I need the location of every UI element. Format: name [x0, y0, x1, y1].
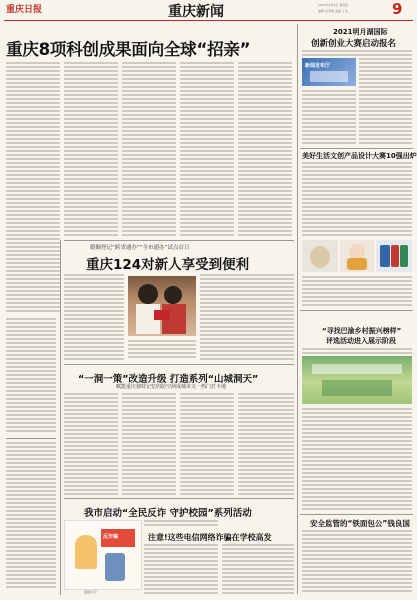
- culture-headline: 美好生活文创产品设计大赛10强出炉: [302, 152, 417, 160]
- culture-body-2: [302, 276, 412, 308]
- masthead-date: 2021年4月9日 星期五: [318, 3, 349, 7]
- people-tagline: 婚姻登记“跨省通办”“全市通办”试点首日: [90, 245, 190, 251]
- fraud-divider-top: [64, 498, 294, 499]
- safety-headline: 安全监管的“铁面包公”钱良国: [310, 519, 410, 528]
- transport-subhead: 赋能重庆独特记忆的防空洞成城市又一热门打卡地: [116, 384, 227, 390]
- right-divider-2: [300, 310, 413, 311]
- right-divider-1: [300, 148, 413, 149]
- right-divider-3: [300, 514, 413, 515]
- fraud-headline: 我市启动“全民反诈 守护校园”系列活动: [84, 508, 252, 519]
- page-number: 9: [392, 0, 403, 18]
- masthead-editor: 编辑 何雪峰 美编 丁龙: [318, 9, 348, 13]
- main-headline: 重庆8项科创成果面向全球“招亲”: [6, 40, 251, 59]
- cartoon-figure: [75, 535, 97, 569]
- culture-image-3: [376, 240, 412, 272]
- search-body-top: [302, 348, 412, 356]
- transport-body-3: [180, 393, 234, 497]
- ad-label: 新闻发布厅: [305, 63, 331, 69]
- ad-graphic: [310, 71, 348, 82]
- transport-body-1: [64, 393, 118, 497]
- cartoon-sign-text: 反诈骗: [103, 534, 119, 540]
- main-story-body-col2: [64, 62, 118, 237]
- side-top-body: [302, 50, 412, 58]
- search-headline: “寻找巴渝乡村振兴榜样”: [322, 327, 402, 335]
- masthead: [0, 0, 417, 20]
- fraud-body-2: [144, 544, 218, 596]
- search-body: [302, 408, 412, 512]
- fraud-body-3: [222, 544, 294, 596]
- people-divider-top: [64, 240, 294, 241]
- transport-divider-top: [64, 364, 294, 365]
- side-top-subhead: 创新创业大赛启动报名: [311, 39, 397, 49]
- fraud-subheadline: 注意!这些电信网络诈骗在学校高发: [148, 533, 272, 542]
- people-body-2: [200, 274, 294, 362]
- section-title: 重庆新闻: [168, 4, 224, 20]
- main-story-body-col5: [238, 62, 292, 237]
- couple-photo: [128, 276, 196, 336]
- people-body-1: [64, 274, 124, 362]
- column-divider: [297, 24, 298, 594]
- transport-body-4: [238, 393, 294, 497]
- cartoon-phone: [105, 553, 125, 581]
- cartoon-caption: 漫画/乔宇: [84, 590, 98, 594]
- side-top-body-right: [359, 58, 412, 146]
- main-story-body-col4: [180, 62, 234, 237]
- fraud-body-1: [144, 520, 218, 530]
- culture-body: [302, 162, 412, 238]
- masthead-rule: [4, 20, 413, 21]
- search-subhead: 评选活动进入展示阶段: [326, 337, 396, 345]
- transport-headline: “一洞一策”改造升级 打造系列“山城洞天”: [78, 374, 259, 385]
- left-column-story-1: [6, 318, 56, 436]
- people-body-3: [128, 340, 196, 362]
- side-top-headline: 2021明月湖国际: [333, 28, 388, 36]
- safety-body: [302, 530, 412, 596]
- main-story-body: [6, 62, 60, 314]
- left-column-story-2: [6, 442, 56, 592]
- search-image: [302, 356, 412, 404]
- anti-fraud-cartoon: [64, 520, 142, 590]
- left-col-divider: [60, 240, 61, 595]
- side-top-body-left: [302, 90, 356, 146]
- ad-banner: [302, 58, 356, 86]
- left-column-divider: [6, 438, 56, 439]
- main-story-body-col3: [122, 62, 176, 237]
- transport-body-2: [122, 393, 176, 497]
- culture-image-1: [302, 240, 338, 272]
- people-headline: 重庆124对新人享受到便利: [86, 257, 250, 273]
- culture-image-2: [340, 240, 374, 272]
- masthead-logo: 重庆日报: [6, 5, 43, 15]
